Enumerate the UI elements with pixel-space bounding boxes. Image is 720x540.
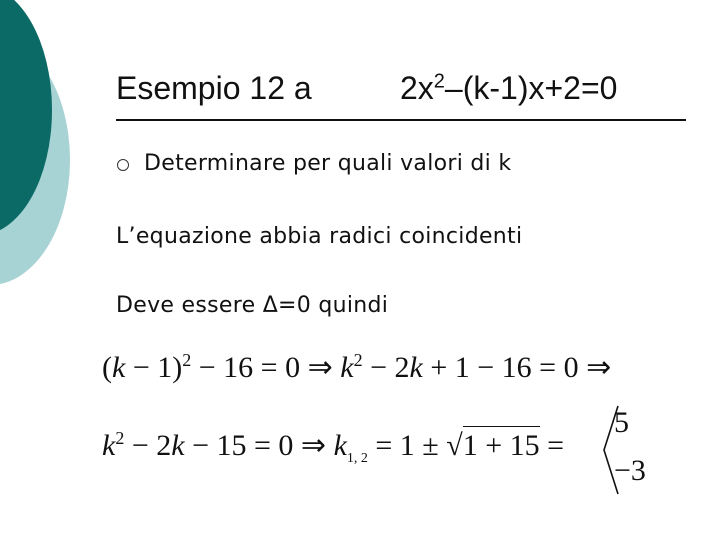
decorative-shapes (0, 0, 120, 300)
solutions-brace (600, 404, 660, 496)
eq2-part: − 2 (124, 429, 172, 462)
eq2-var: k (171, 429, 185, 462)
condition-text: L’equazione abbia radici coincidenti (116, 224, 523, 249)
eq1-part: − 1) (125, 351, 183, 384)
equation-2 (102, 428, 565, 466)
equation-1 (102, 350, 611, 385)
eq1-part: − 16 = 0 ⇒ (191, 351, 341, 384)
bullet-text: Determinare per quali valori di k (144, 151, 512, 176)
delta-text: Deve essere Δ=0 quindi (116, 293, 389, 318)
eq1-var: k (340, 351, 354, 384)
title-equation (400, 70, 617, 107)
sqrt-content: 1 + 15 (463, 426, 540, 462)
eq2-subscript: 1, 2 (346, 451, 368, 466)
solution-top: 5 (614, 406, 629, 439)
eq2-exponent: 2 (115, 428, 125, 448)
sqrt-symbol: √ (446, 429, 463, 462)
eq1-var: k (409, 351, 423, 384)
eq1-var: k (112, 351, 126, 384)
eq2-var: k (102, 429, 116, 462)
title-equation-suffix: –(k-1)x+2=0 (444, 70, 618, 106)
eq1-exponent: 2 (353, 350, 363, 370)
eq2-var: k (333, 429, 347, 462)
eq2-part: − 15 = 0 ⇒ (184, 429, 334, 462)
eq1-exponent: 2 (182, 350, 192, 370)
eq1-part: ( (102, 351, 112, 384)
eq2-part: = 1 ± (367, 429, 447, 462)
title-underline (116, 119, 686, 121)
title-equation-prefix: 2x (400, 70, 434, 106)
eq2-part: = (539, 429, 565, 462)
eq1-part: − 2 (362, 351, 410, 384)
solution-bottom: −3 (614, 454, 646, 487)
slide-title: Esempio 12 a (116, 70, 312, 106)
bullet-circle-icon (117, 159, 129, 171)
eq1-part: + 1 − 16 = 0 ⇒ (422, 351, 612, 384)
title-equation-exponent: 2 (433, 70, 445, 93)
